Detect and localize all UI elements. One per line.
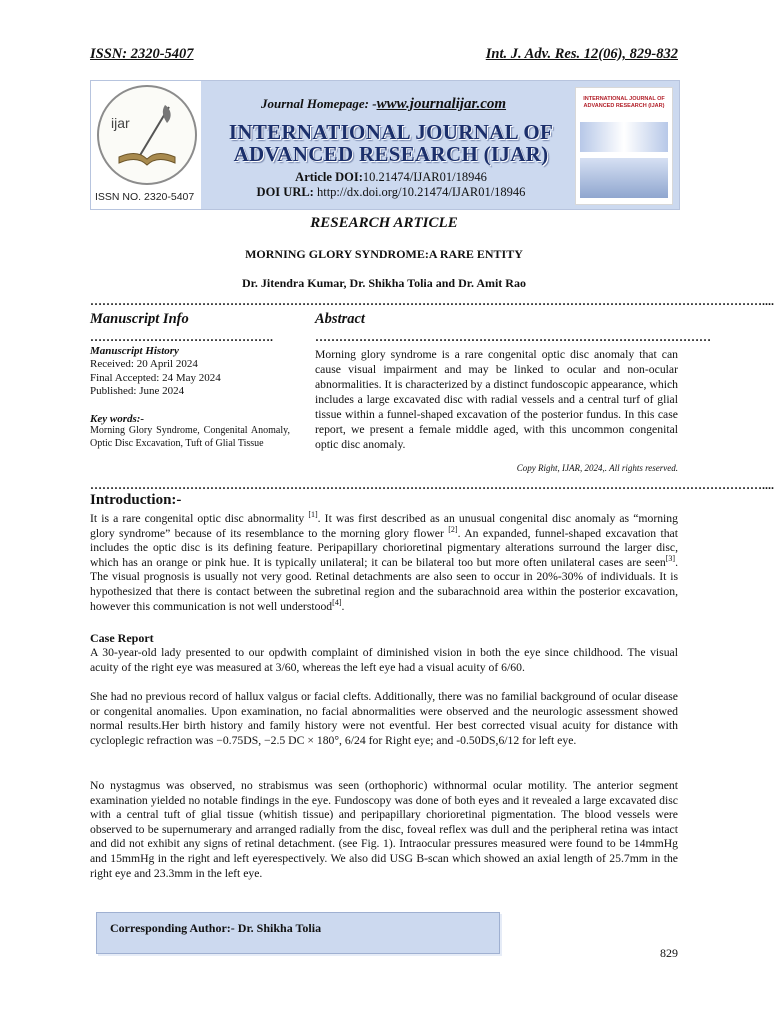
introduction-heading: Introduction:- xyxy=(90,492,182,508)
dotted-divider-bottom: …………………………………………………………………………………………………………………………………………………….... xyxy=(90,478,774,492)
intro-text-3: . An expanded, funnel-shaped excavation that includes the optic disc is its defining feature. Peripapillary chorioretinal pigmentary alterations surround the larger disc, which has an orange or pink hue. It is typically unilateral; it can be bilateral too but more often unilateral cases are seen xyxy=(90,526,678,569)
dotted-divider-abstract: ……………………………………………………………………………………… xyxy=(315,330,711,344)
intro-text-1: It is a rare congenital optic disc abnormality xyxy=(90,512,309,525)
citation-text: Int. J. Adv. Res. 12(06), 829-832 xyxy=(485,46,678,62)
article-title: MORNING GLORY SYNDROME:A RARE ENTITY xyxy=(245,247,523,261)
issn-text: ISSN: 2320-5407 xyxy=(90,46,194,62)
corresponding-author: Corresponding Author:- Dr. Shikha Tolia xyxy=(110,921,322,935)
doi-block xyxy=(241,170,541,200)
book-quill-icon xyxy=(99,87,195,183)
ijar-logo-text: ijar xyxy=(111,115,130,131)
manuscript-history-label: Manuscript History xyxy=(90,345,179,357)
doi-url-label: DOI URL: xyxy=(256,184,314,199)
abstract-text: Morning glory syndrome is a rare congenital optic disc anomaly that can cause visual impairment and may be linked to ocular and non-ocular abnormalities. It is characterized by a distinct fundoscopic appearance, which includes a large excavated disc with radial vessels and a central turf of glial tissue within a funnel-shaped excavation of the posterior fundus. In this case report, we present a female middle aged, with this uncommon congenital optic disc anomaly. xyxy=(315,348,678,451)
intro-text-5: . xyxy=(341,599,345,613)
journal-homepage xyxy=(261,96,506,113)
cover-title: INTERNATIONAL JOURNAL OF ADVANCED RESEARCH (IJAR) xyxy=(583,96,665,109)
case-report-heading: Case Report xyxy=(90,631,154,645)
journal-homepage-label: Journal Homepage: - xyxy=(261,96,377,111)
ijar-logo-left xyxy=(91,81,201,209)
citation-ref-4: [4] xyxy=(332,597,342,607)
introduction-paragraph xyxy=(90,512,678,614)
article-doi-label: Article DOI: xyxy=(295,170,363,184)
keywords-label: Key words:- xyxy=(90,413,145,425)
cover-band-decoration xyxy=(580,122,668,152)
doi-url-link[interactable]: http://dx.doi.org/10.21474/IJAR01/18946 xyxy=(316,184,526,199)
citation-ref-3: [3] xyxy=(665,553,676,563)
dotted-divider-top: …………………………………………………………………………………………………………………………………………………….... xyxy=(90,294,774,308)
corresponding-author-box xyxy=(96,912,500,954)
manuscript-history xyxy=(90,345,290,398)
case-report-paragraph-2: She had no previous record of hallux valgus or facial clefts. Additionally, there was no familial background of ocular disease or congenital anomalies. Upon examination, no facial abnormalities were observed and the neurologic assessment showed normal results.Her birth history and family history were not eventful. Her best corrected visual acuity for distance with cycloplegic refraction was −0.75DS, −2.5 DC × 180°, 6/24 for Right eye; and -0.50DS,6/12 for left eye. xyxy=(90,690,678,747)
keywords-block xyxy=(90,413,290,450)
journal-title-line1: INTERNATIONAL JOURNAL OF xyxy=(228,120,554,144)
journal-title xyxy=(211,121,571,165)
copyright-notice: Copy Right, IJAR, 2024,. All rights reserved. xyxy=(516,463,678,473)
article-authors: Dr. Jitendra Kumar, Dr. Shikha Tolia and Dr. Amit Rao xyxy=(242,276,526,290)
accepted-date: Final Accepted: 24 May 2024 xyxy=(90,371,221,384)
citation-ref-2: [2] xyxy=(448,524,458,534)
journal-homepage-link[interactable]: www.journalijar.com xyxy=(376,96,507,112)
journal-cover-thumbnail xyxy=(575,87,673,205)
ijar-seal-icon xyxy=(97,85,197,185)
abstract-heading: Abstract xyxy=(315,311,365,327)
published-date: Published: June 2024 xyxy=(90,384,185,397)
article-doi-value: 10.21474/IJAR01/18946 xyxy=(362,170,487,184)
intro-text-2: . It was first described as an unusual congenital disc anomaly as “morning glory syndrome” because of its resemblance to the morning glory flower xyxy=(90,512,678,540)
citation-ref-1: [1] xyxy=(308,510,318,520)
cover-image-decoration xyxy=(580,158,668,198)
case-report-paragraph-1: A 30-year-old lady presented to our opdwith complaint of diminished vision in both the eye since childhood. The visual acuity of the right eye was measured at 3/60, whereas the left eye had a visual acuity of 6/60. xyxy=(90,646,678,674)
intro-text-4: . The visual prognosis is usually not very good. Retinal detachments are also seen to occur in 20%-30% of individuals. It is hypothesized that there is contact between the subretinal region and the subarachnoid area within the posterior excavation, however this communication is not well understood xyxy=(90,555,678,613)
dotted-divider-info: ………………………………………. xyxy=(90,330,273,344)
journal-title-line2: ADVANCED RESEARCH (IJAR) xyxy=(233,142,549,167)
article-type: RESEARCH ARTICLE xyxy=(310,215,458,231)
keywords-text: Morning Glory Syndrome, Congenital Anomaly, Optic Disc Excavation, Tuft of Glial Tissue xyxy=(90,425,290,449)
journal-header-banner xyxy=(90,80,680,210)
manuscript-info-heading: Manuscript Info xyxy=(90,311,189,327)
case-report-paragraph-3: No nystagmus was observed, no strabismus was seen (orthophoric) withnormal ocular motility. The anterior segment examination yielded no notable findings in the eye. Fundoscopy was done of both eyes and it revealed a large excavated disc with a central tuft of glial tissue (whitish tissue) and peripapillary chorioretinal pigmentation. The blood vessels were observed to be supernumerary and arranged radially from the disc, foveal reflex was dull and the peripheral retina was intact and did not exhibit any signs of retinal detachment. (see Fig. 1). Intraocular pressures measured were found to be 14mmHg and 15mmHg in the right and left eyerespectively. We also did USG B-scan which showed an axial length of 25.7mm in the right eye and 23.3mm in the left eye. xyxy=(90,779,678,880)
page-number: 829 xyxy=(660,946,678,960)
ijar-logo-issn: ISSN NO. 2320-5407 xyxy=(95,191,195,203)
received-date: Received: 20 April 2024 xyxy=(90,358,198,371)
